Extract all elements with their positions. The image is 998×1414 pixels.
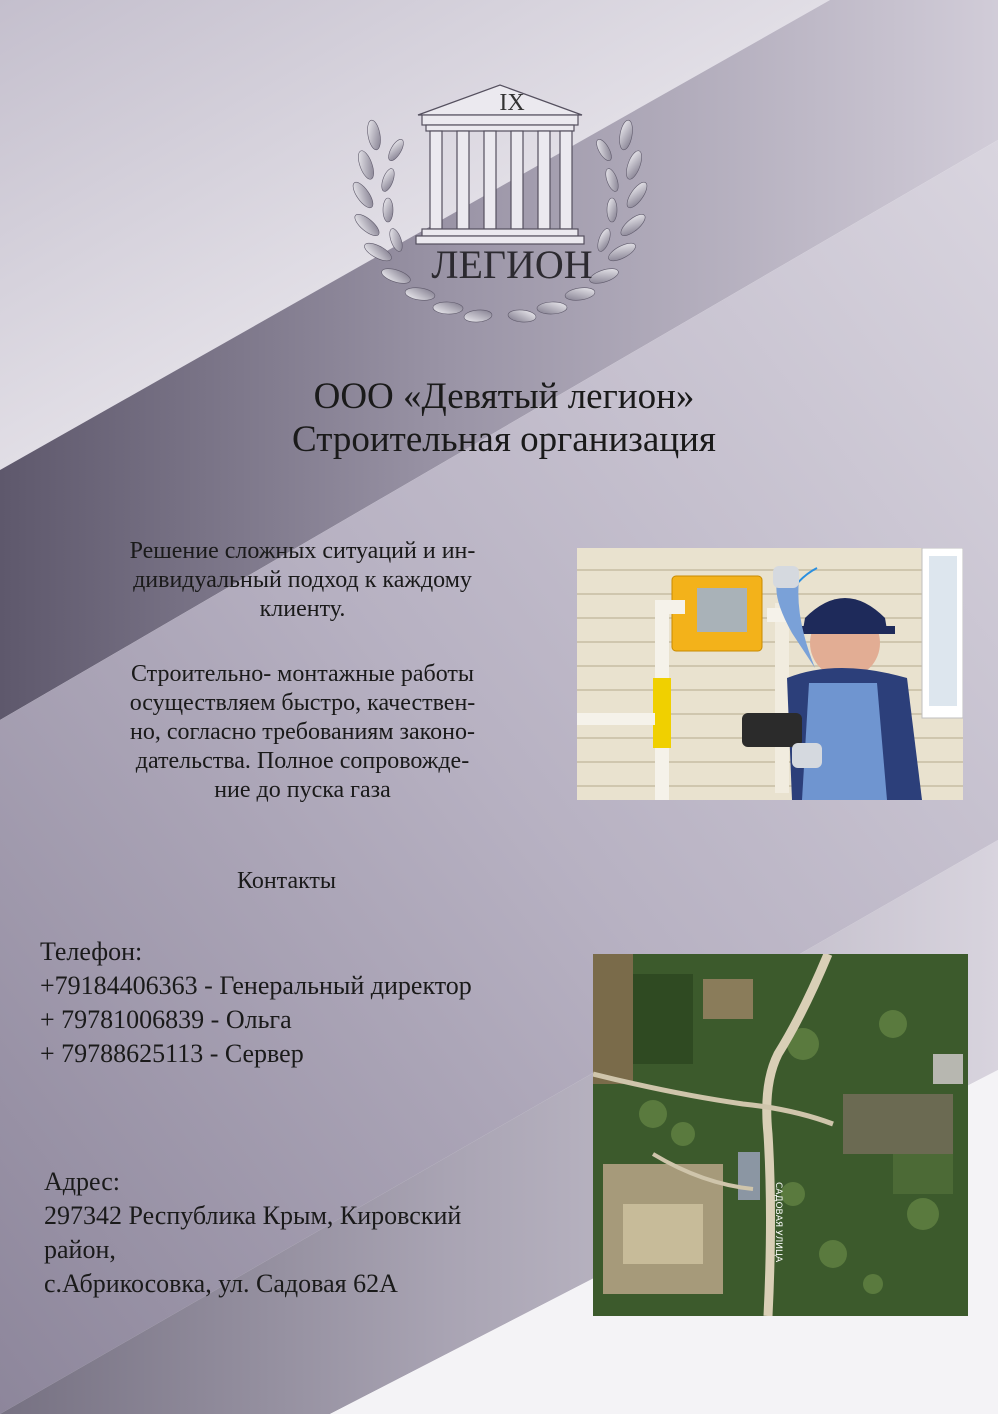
address-label: Адрес: bbox=[44, 1167, 120, 1196]
legion-logo bbox=[330, 80, 670, 330]
company-type: Строительная организация bbox=[292, 419, 716, 460]
services-line: Строительно- монтажные работы bbox=[130, 661, 475, 687]
services-paragraph bbox=[60, 660, 545, 805]
intro-line: дивидуальный подход к каждому bbox=[133, 567, 472, 593]
logo-name: ЛЕГИОН bbox=[431, 242, 593, 287]
intro-line: Решение сложных ситуаций и ин- bbox=[129, 538, 476, 564]
address-line: район, bbox=[44, 1235, 116, 1264]
map-street-label: САДОВАЯ УЛИЦА bbox=[773, 1182, 783, 1263]
phone-label: Телефон: bbox=[40, 937, 143, 966]
services-line: но, согласно требованиям законо- bbox=[130, 719, 475, 745]
services-line: ние до пуска газа bbox=[214, 777, 391, 803]
services-line: дательства. Полное сопровожде- bbox=[135, 748, 470, 774]
gas-worker-photo bbox=[577, 548, 963, 800]
address-line: с.Абрикосовка, ул. Садовая 62А bbox=[44, 1269, 398, 1298]
intro-paragraph bbox=[60, 537, 545, 624]
phone-block bbox=[40, 935, 472, 1071]
intro-line: клиенту. bbox=[259, 596, 346, 622]
phone-number-director[interactable]: +79184406363 - Генеральный директор bbox=[40, 971, 472, 1000]
phone-number-server[interactable]: + 79788625113 - Сервер bbox=[40, 1039, 304, 1068]
address-line: 297342 Республика Крым, Кировский bbox=[44, 1201, 462, 1230]
address-block bbox=[44, 1165, 574, 1301]
satellite-map bbox=[593, 954, 968, 1316]
phone-number-olga[interactable]: + 79781006839 - Ольга bbox=[40, 1005, 292, 1034]
contacts-heading: Контакты bbox=[237, 868, 337, 894]
logo-numeral: IX bbox=[499, 90, 525, 116]
services-line: осуществляем быстро, качествен- bbox=[129, 690, 476, 716]
company-name: ООО «Девятый легион» bbox=[313, 376, 695, 417]
